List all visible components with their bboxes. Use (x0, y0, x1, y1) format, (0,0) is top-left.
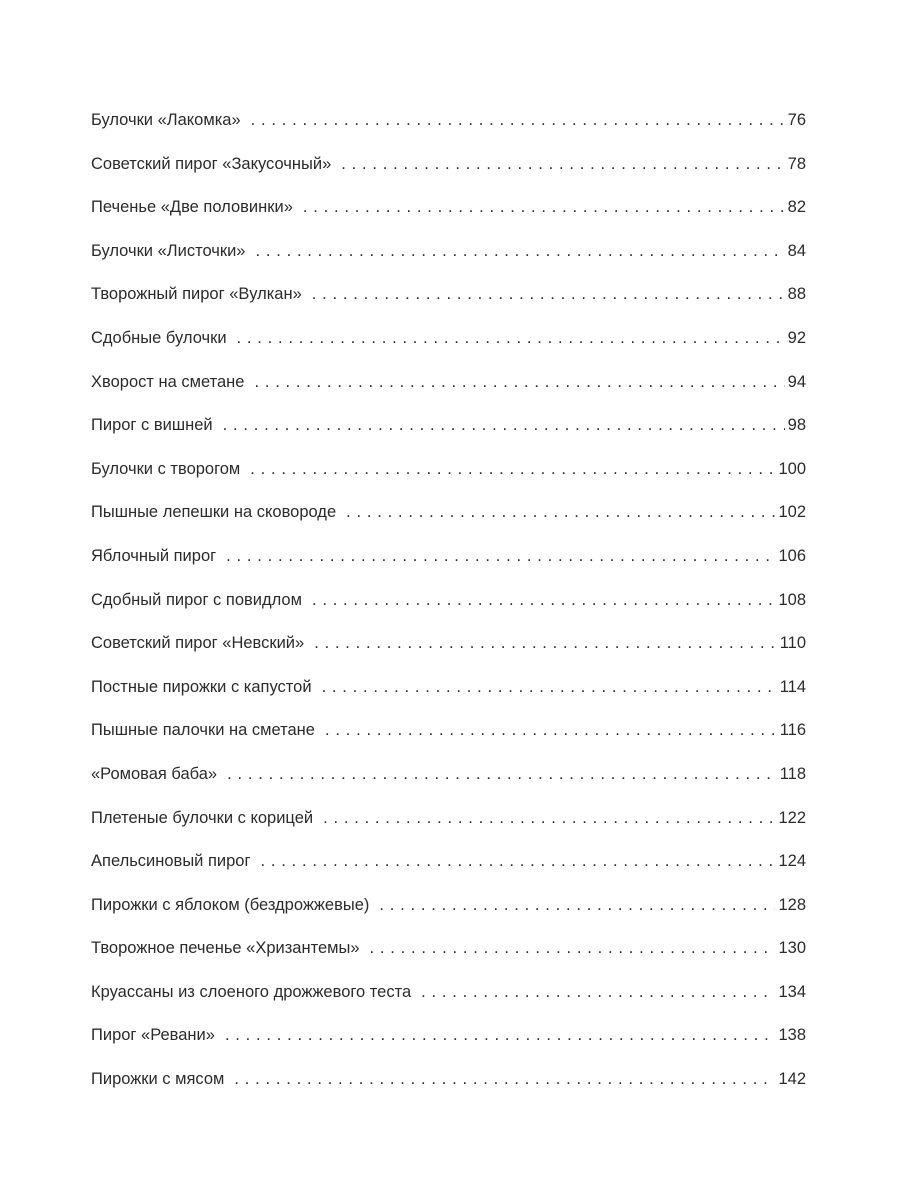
toc-entry[interactable] (91, 675, 806, 719)
entry-page-number: 110 (779, 634, 806, 653)
toc-entry[interactable] (91, 239, 806, 283)
toc-entry[interactable] (91, 326, 806, 370)
entry-title: Плетеные булочки с корицей (91, 808, 314, 827)
toc-entry[interactable] (91, 631, 806, 675)
dot-leader (254, 370, 784, 394)
dot-leader (370, 936, 776, 960)
toc-entry[interactable] (91, 718, 806, 762)
entry-page-number: 134 (778, 982, 806, 1001)
toc-entry[interactable] (91, 413, 806, 457)
entry-title: «Ромовая баба» (91, 764, 218, 783)
entry-page-number: 92 (787, 328, 806, 347)
entry-title: Апельсиновый пирог (91, 852, 251, 871)
entry-page-number: 114 (779, 677, 806, 696)
entry-title: Булочки «Лакомка» (91, 111, 241, 129)
dot-leader (250, 457, 775, 481)
entry-page-number: 124 (778, 852, 806, 871)
entry-page-number: 102 (778, 503, 806, 522)
entry-page-number: 128 (778, 895, 806, 914)
entry-title: Булочки «Листочки» (91, 241, 246, 260)
toc-entry[interactable] (91, 980, 806, 1024)
entry-title: Пышные лепешки на сковороде (91, 503, 337, 522)
toc-entry[interactable] (91, 457, 806, 501)
dot-leader (379, 893, 775, 917)
entry-title: Сдобный пирог с повидлом (91, 590, 302, 609)
dot-leader (227, 762, 777, 786)
dot-leader (312, 282, 785, 306)
entry-title: Пирог с вишней (91, 416, 213, 435)
entry-page-number: 118 (779, 764, 806, 783)
toc-entry[interactable] (91, 806, 806, 850)
dot-leader (251, 108, 785, 132)
entry-page-number: 106 (778, 546, 806, 565)
dot-leader (312, 588, 776, 612)
dot-leader (325, 718, 777, 742)
entry-title: Яблочный пирог (91, 546, 217, 565)
entry-page-number: 78 (787, 154, 806, 173)
toc-entry[interactable] (91, 195, 806, 239)
entry-page-number: 138 (778, 1026, 806, 1045)
entry-title: Булочки с творогом (91, 459, 241, 478)
entry-title: Пышные палочки на сметане (91, 721, 315, 740)
entry-page-number: 142 (778, 1070, 806, 1089)
entry-title: Печенье «Две половинки» (91, 198, 293, 217)
entry-page-number: 100 (778, 459, 806, 478)
entry-page-number: 108 (778, 590, 806, 609)
dot-leader (225, 1023, 776, 1047)
entry-title: Пирожки с яблоком (бездрожжевые) (91, 895, 370, 914)
entry-page-number: 98 (787, 416, 806, 435)
toc-entry[interactable] (91, 762, 806, 806)
entry-title: Пирожки с мясом (91, 1070, 225, 1089)
dot-leader (255, 239, 784, 263)
toc-entry[interactable] (91, 1067, 806, 1111)
entry-page-number: 88 (787, 285, 806, 304)
toc-entry[interactable] (91, 500, 806, 544)
toc-entry[interactable] (91, 282, 806, 326)
dot-leader (261, 849, 776, 873)
toc-entry[interactable] (91, 544, 806, 588)
entry-title: Творожное печенье «Хризантемы» (91, 939, 360, 958)
entry-title: Советский пирог «Закусочный» (91, 154, 332, 173)
dot-leader (234, 1067, 775, 1091)
dot-leader (237, 326, 785, 350)
toc-entry[interactable] (91, 588, 806, 632)
dot-leader (322, 675, 777, 699)
entry-page-number: 94 (787, 372, 806, 391)
entry-page-number: 122 (778, 808, 806, 827)
toc-entry[interactable] (91, 1023, 806, 1067)
table-of-contents (91, 108, 806, 1111)
dot-leader (341, 152, 784, 176)
dot-leader (223, 413, 785, 437)
entry-title: Сдобные булочки (91, 328, 227, 347)
toc-entry[interactable] (91, 108, 806, 152)
entry-title: Круассаны из слоеного дрожжевого теста (91, 982, 412, 1001)
entry-title: Пирог «Ревани» (91, 1026, 215, 1045)
entry-title: Постные пирожки с капустой (91, 677, 312, 696)
toc-entry[interactable] (91, 936, 806, 980)
toc-entry[interactable] (91, 370, 806, 414)
dot-leader (303, 195, 785, 219)
dot-leader (314, 631, 776, 655)
entry-title: Советский пирог «Невский» (91, 634, 305, 653)
toc-entry[interactable] (91, 152, 806, 196)
entry-page-number: 82 (787, 198, 806, 217)
dot-leader (421, 980, 775, 1004)
toc-entry[interactable] (91, 893, 806, 937)
entry-title: Творожный пирог «Вулкан» (91, 285, 302, 304)
entry-page-number: 130 (778, 939, 806, 958)
toc-entry[interactable] (91, 849, 806, 893)
dot-leader (226, 544, 775, 568)
entry-title: Хворост на сметане (91, 372, 245, 391)
entry-page-number: 76 (787, 111, 806, 129)
entry-page-number: 84 (787, 241, 806, 260)
entry-page-number: 116 (779, 721, 806, 740)
dot-leader (323, 806, 775, 830)
dot-leader (346, 500, 775, 524)
